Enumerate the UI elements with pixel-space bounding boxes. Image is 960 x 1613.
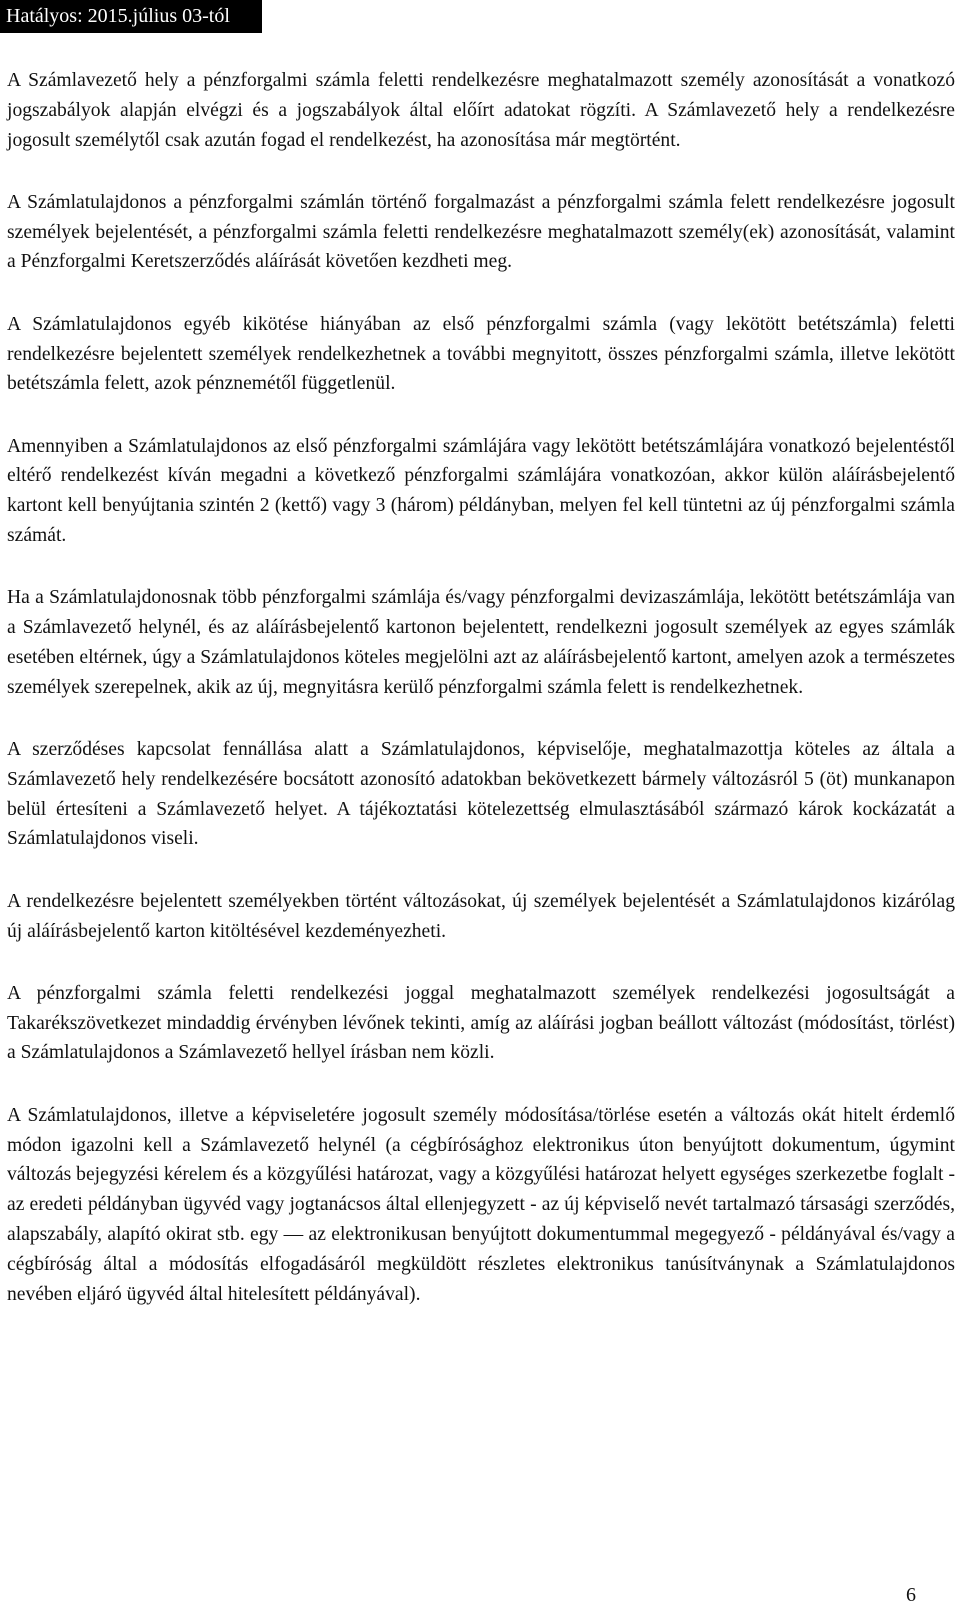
document-body <box>7 66 955 1342</box>
paragraph-separate-signature-card: Amennyiben a Számlatulajdonos az első pénzforgalmi számlájára vagy lekötött betétszámlájára vonatkozó bejelentéstől eltérő rendelkezést kíván megadni a következő pénzforgalmi számlájára vonatkozóan, akkor külön aláírásbejelentő kartont kell benyújtania szintén 2 (kettő) vagy 3 (három) példányban, melyen fel kell tüntetni az új pénzforgalmi számla számát. <box>7 435 955 547</box>
effective-date-text: Hatályos: 2015.július 03-tól <box>6 5 230 27</box>
paragraph-representative-change-proof: A Számlatulajdonos, illetve a képviseletére jogosult személy módosítása/törlése esetén a változás okát hitelt érdemlő módon igazolni kell a Számlavezető helynél (a cégbírósághoz elektronikus úton benyújtott dokumentum, úgymint változás bejegyzési kérelem és a közgyűlési határozat, vagy a közgyűlési határozat helyett egységes szerkezetbe foglalt - az eredeti példányban ügyvéd vagy jogtanácsos által ellenjegyzett - az új képviselő nevét tartalmazó társasági szerződés, alapszabály, alapító okirat stb. egy — az elektronikusan benyújtott dokumentummal megegyező - példányával és/vagy a cégbíróság által a módosítás elfogadásáról megküldött részletes elektronikus tanúsítványnak a Számlatulajdonos nevében eljáró ügyvéd által hitelesített példányával). <box>7 1104 955 1305</box>
paragraph-transaction-start: A Számlatulajdonos a pénzforgalmi számlán történő forgalmazást a pénzforgalmi számla felett rendelkezésre jogosult személyek bejelentését, a pénzforgalmi számla feletti rendelkezésre meghatalmazott személy(ek) azonosítását, valamint a Pénzforgalmi Keretszerződés aláírását követően kezdheti meg. <box>7 191 955 273</box>
paragraph-authorization-validity: A pénzforgalmi számla feletti rendelkezési joggal meghatalmazott személyek rendelkezési jogosultságát a Takarékszövetkezet mindaddig érvényben lévőnek tekinti, amíg az aláírási jogban beállott változást (módosítást, törlést) a Számlatulajdonos a Számlavezető hellyel írásban nem közli. <box>7 982 955 1064</box>
paragraph-account-holder-identification: A Számlavezető hely a pénzforgalmi számla feletti rendelkezésre meghatalmazott személy azonosítását a vonatkozó jogszabályok alapján elvégzi és a jogszabályok által előírt adatokat rögzíti. A Számlavezető hely a rendelkezésre jogosult személytől csak azután fogad el rendelkezést, ha azonosítása már megtörtént. <box>7 70 955 151</box>
paragraph-new-persons-registration: A rendelkezésre bejelentett személyekben történt változásokat, új személyek bejelentését a Számlatulajdonos kizárólag új aláírásbejelentő karton kitöltésével kezdeményezheti. <box>7 890 955 942</box>
paragraph-authorized-persons-scope: A Számlatulajdonos egyéb kikötése hiányában az első pénzforgalmi számla (vagy lekötött betétszámla) feletti rendelkezésre bejelentett személyek rendelkezhetnek a további megnyitott, összes pénzforgalmi számla, illetve lekötött betétszámla felett, azok pénznemétől függetlenül. <box>7 313 955 395</box>
paragraph-change-notification: A szerződéses kapcsolat fennállása alatt a Számlatulajdonos, képviselője, meghatalmazottja köteles az általa a Számlavezető hely rendelkezésére bocsátott azonosító adatokban bekövetkezett bármely változásról 5 (öt) munkanapon belül értesíteni a Számlavezető helyet. A tájékoztatási kötelezettség elmulasztásából származó károk kockázatát a Számlatulajdonos viseli. <box>7 739 955 850</box>
page-number: 6 <box>906 1584 916 1606</box>
effective-date-banner <box>0 0 262 33</box>
paragraph-multiple-accounts: Ha a Számlatulajdonosnak több pénzforgalmi számlája és/vagy pénzforgalmi devizaszámlája, lekötött betétszámlája van a Számlavezető helynél, és az aláírásbejelentő kartonon bejelentett, rendelkezni jogosult személyek az egyes számlák esetében eltérnek, úgy a Számlatulajdonos köteles megjelölni azt az aláírásbejelentő kartont, amelyen azok a természetes személyek szerepelnek, akik az új, megnyitásra kerülő pénzforgalmi számla felett is rendelkezhetnek. <box>7 587 955 698</box>
